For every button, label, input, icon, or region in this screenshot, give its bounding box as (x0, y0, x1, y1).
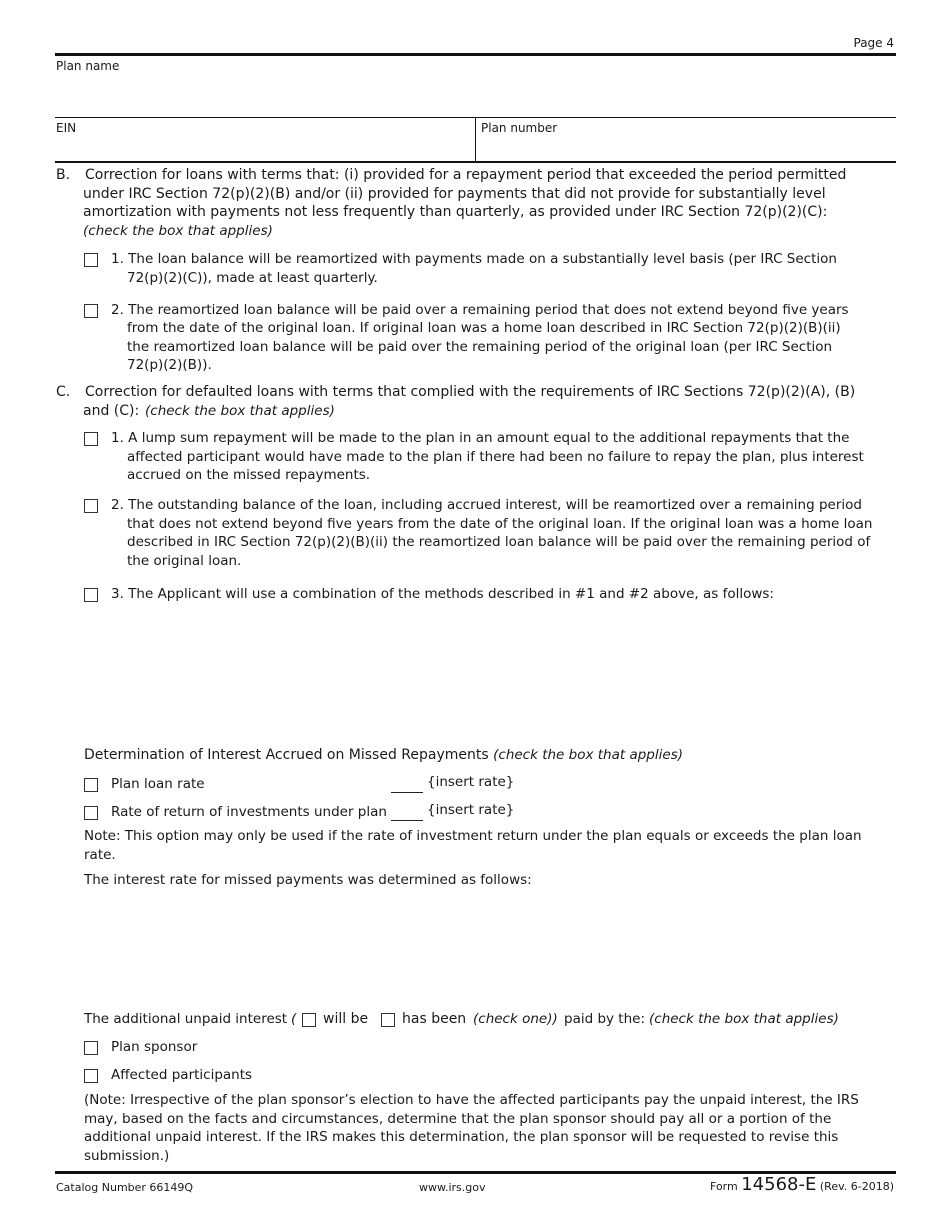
section-b-option-1-text-1: 1. The loan balance will be reamortized with payments made on a substantially level basis (per IRC Section (111, 251, 837, 267)
section-c-option-2-text-2: that does not extend beyond five years from the date of the original loan. If the original loan was a home loan (127, 516, 873, 532)
section-b-text-3: amortization with payments not less frequently than quarterly, as provided under IRC Section 72(p)(2)(C): (83, 204, 828, 220)
section-c-option-3-checkbox[interactable] (84, 588, 98, 602)
rate-of-return-checkbox[interactable] (84, 806, 98, 820)
section-c-option-2-checkbox[interactable] (84, 499, 98, 513)
interest-heading-text: Determination of Interest Accrued on Missed Repayments (84, 747, 489, 763)
unpaid-note-2: may, based on the facts and circumstances, determine that the plan sponsor should pay all or a portion of the (84, 1111, 832, 1127)
unpaid-prefix: The additional unpaid interest (84, 1011, 288, 1027)
rate-of-return-label: Rate of return of investments under plan (111, 804, 387, 820)
section-c-text-1: Correction for defaulted loans with terms that complied with the requirements of IRC Sections 72(p)(2)(A), (B) (85, 384, 856, 400)
website: www.irs.gov (419, 1181, 486, 1194)
section-b-option-2-text-1: 2. The reamortized loan balance will be paid over a remaining period that does not extend beyond five years (111, 302, 849, 318)
section-c-option-2-text-4: the original loan. (127, 553, 242, 569)
plan-sponsor-checkbox[interactable] (84, 1041, 98, 1055)
unpaid-note-4: submission.) (84, 1148, 170, 1164)
unpaid-note-1: (Note: Irrespective of the plan sponsor’s election to have the affected participants pay the unpaid interest, the IRS (84, 1092, 859, 1108)
section-c-option-3-text: 3. The Applicant will use a combination of the methods described in #1 and #2 above, as follows: (111, 586, 774, 602)
plan-sponsor-label: Plan sponsor (111, 1039, 198, 1055)
plan-loan-rate-insert: {insert rate} (427, 774, 515, 790)
ein-label: EIN (56, 121, 77, 135)
section-b-option-2-text-4: 72(p)(2)(B)). (127, 357, 212, 373)
interest-determination-field[interactable] (84, 892, 890, 1002)
form-prefix: Form (710, 1180, 738, 1193)
field-divider (475, 117, 476, 162)
form-id (710, 1174, 894, 1198)
section-c-option-1-text-2: affected participant would have made to the plan if there had been no failure to repay the plan, plus interest (127, 449, 864, 465)
has-been-label: has been (402, 1011, 467, 1027)
interest-note-2: rate. (84, 847, 116, 863)
section-b-text-1: Correction for loans with terms that: (i) provided for a repayment period that exceeded the period permitted (85, 167, 847, 183)
rate-of-return-input[interactable] (391, 819, 423, 821)
section-c-text-2: and (C): (83, 403, 140, 419)
top-rule (55, 53, 896, 56)
will-be-checkbox[interactable] (302, 1013, 316, 1027)
interest-instruction: (check the box that applies) (493, 747, 683, 763)
plan-loan-rate-label: Plan loan rate (111, 776, 205, 792)
section-b-option-2-checkbox[interactable] (84, 304, 98, 318)
interest-determined-label: The interest rate for missed payments was determined as follows: (84, 872, 532, 888)
will-be-label: will be (323, 1011, 369, 1027)
rate-of-return-insert: {insert rate} (427, 802, 515, 818)
unpaid-open-paren: ( (291, 1011, 297, 1027)
paid-by-label: paid by the: (564, 1011, 646, 1027)
interest-heading (84, 746, 683, 765)
section-c-letter: C. (56, 384, 71, 400)
check-one-label: (check one)) (473, 1011, 558, 1027)
unpaid-note-3: additional unpaid interest. If the IRS makes this determination, the plan sponsor will be requested to revise this (84, 1129, 839, 1145)
plan-loan-rate-input[interactable] (391, 791, 423, 793)
form-revision: (Rev. 6-2018) (819, 1180, 894, 1193)
section-c-instruction: (check the box that applies) (145, 403, 335, 419)
section-b-instruction: (check the box that applies) (83, 223, 273, 239)
combination-methods-field[interactable] (110, 606, 890, 736)
fields-bottom-rule (55, 161, 896, 163)
section-b-option-2-text-3: the reamortized loan balance will be paid over the remaining period of the original loan (per IRC Section (127, 339, 833, 355)
form-number: 14568-E (741, 1174, 817, 1195)
page-number: Page 4 (853, 36, 894, 50)
section-b-option-1-checkbox[interactable] (84, 253, 98, 267)
section-b-option-1-text-2: 72(p)(2)(C)), made at least quarterly. (127, 270, 378, 286)
plan-number-field[interactable] (478, 136, 893, 160)
plan-number-label: Plan number (481, 121, 558, 135)
plan-name-label: Plan name (56, 59, 120, 73)
affected-participants-label: Affected participants (111, 1067, 253, 1083)
section-b-text-2: under IRC Section 72(p)(2)(B) and/or (ii) provided for payments that did not provide for substantially level (83, 186, 826, 202)
section-b-option-2-text-2: from the date of the original loan. If original loan was a home loan described in IRC Section 72(p)(2)(B)(ii) (127, 320, 841, 336)
plan-name-field[interactable] (55, 74, 895, 116)
catalog-number: Catalog Number 66149Q (56, 1181, 194, 1194)
interest-note-1: Note: This option may only be used if the rate of investment return under the plan equals or exceeds the plan loan (84, 828, 862, 844)
section-c-option-1-checkbox[interactable] (84, 432, 98, 446)
ein-field[interactable] (55, 136, 473, 160)
section-c-option-1-text-1: 1. A lump sum repayment will be made to the plan in an amount equal to the additional repayments that the (111, 430, 850, 446)
has-been-checkbox[interactable] (381, 1013, 395, 1027)
section-c-option-2-text-3: described in IRC Section 72(p)(2)(B)(ii) the reamortized loan balance will be paid over the remaining period of (127, 534, 871, 550)
section-c-option-2-text-1: 2. The outstanding balance of the loan, including accrued interest, will be reamortized over a remaining period (111, 497, 862, 513)
section-c-option-1-text-3: accrued on the missed repayments. (127, 467, 371, 483)
affected-participants-checkbox[interactable] (84, 1069, 98, 1083)
unpaid-instruction: (check the box that applies) (649, 1011, 839, 1027)
plan-loan-rate-checkbox[interactable] (84, 778, 98, 792)
section-b-letter: B. (56, 167, 71, 183)
